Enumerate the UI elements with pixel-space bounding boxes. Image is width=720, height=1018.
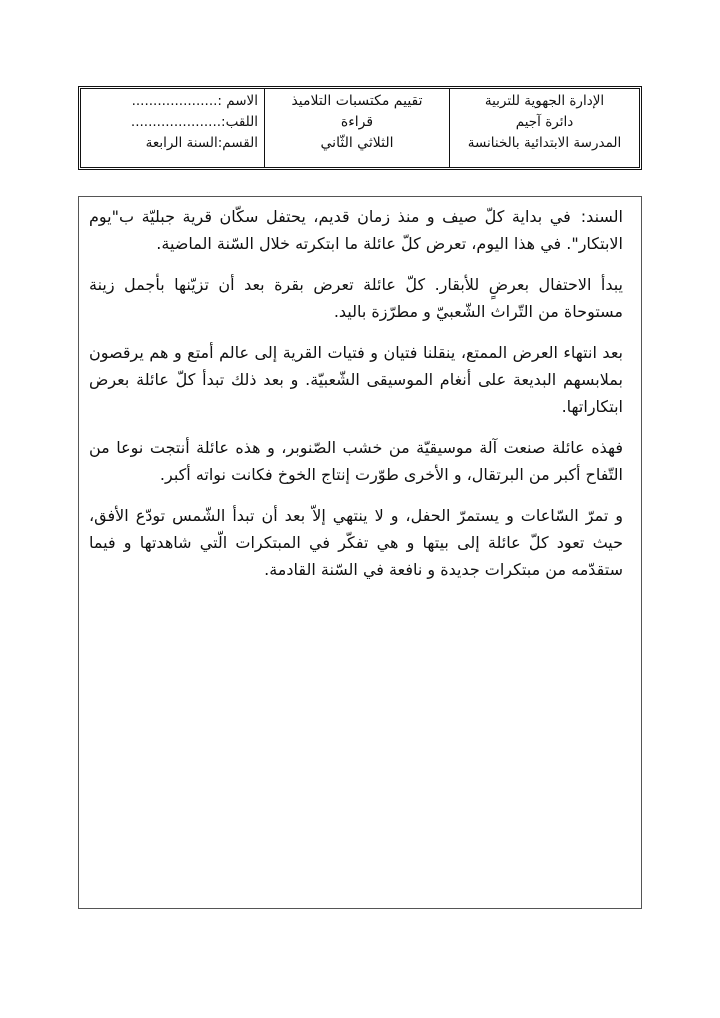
text-label: السند:: [580, 207, 623, 226]
directorate-line: الإدارة الجهوية للتربية: [484, 93, 605, 109]
name-field[interactable]: الاسم :....................: [131, 93, 258, 109]
school-line: المدرسة الابتدائية بالخنانسة: [467, 135, 622, 151]
reading-text-box: [78, 196, 642, 909]
header-table: [78, 86, 642, 170]
surname-field[interactable]: اللقب:.....................: [130, 114, 258, 130]
paragraph-5: و تمرّ السّاعات و يستمرّ الحفل، و لا ينتهي إلاّ بعد أن تبدأ الشّمس تودّع الأفق، حيث تعود كلّ عائلة إلى بيتها و هي تفكّر في المبتكرات الّتي شاهدتها و فيما ستقدّمه من مبتكرات جديدة و نافعة في السّنة القادمة.: [89, 506, 623, 579]
assessment-title: تقييم مكتسبات التلاميذ: [291, 93, 423, 109]
paragraph-3: بعد انتهاء العرض الممتع، ينقلنا فتيان و فتيات القرية إلى عالم أمتع و هم يرقصون بملابسهم البديعة على أنغام الموسيقى الشّعبيّة. و بعد ذلك تبدأ كلّ عائلة بعرض ابتكاراتها.: [89, 343, 623, 416]
paragraph-1-text: في بداية كلّ صيف و منذ زمان قديم، يحتفل سكّان قرية جبليّة ب"يوم الابتكار". في هذا اليوم، تعرض كلّ عائلة ما ابتكرته خلال السّنة الماضية.: [89, 207, 623, 253]
school-info: [449, 89, 639, 167]
class-field: القسم:السنة الرابعة: [145, 135, 258, 151]
subject-info: [264, 89, 449, 167]
paragraph-4: فهذه عائلة صنعت آلة موسيقيّة من خشب الصّنوبر، و هذه عائلة أنتجت نوعا من التّفاح أكبر من البرتقال، و الأخرى طوّرت إنتاج الخوخ فكانت نواته أكبر.: [89, 438, 623, 484]
subject-name: قراءة: [340, 114, 374, 130]
student-info: [81, 89, 264, 167]
term-name: الثلاثي الثّاني: [320, 135, 394, 151]
paragraph-1: [89, 203, 623, 257]
district-line: دائرة آجيم: [515, 114, 574, 130]
paragraph-2: يبدأ الاحتفال بعرضٍ للأبقار. كلّ عائلة تعرض بقرة بعد أن تزيّنها بأجمل زينة مستوحاة من التّراث الشّعبيّ و مطرّزة باليد.: [89, 275, 623, 321]
